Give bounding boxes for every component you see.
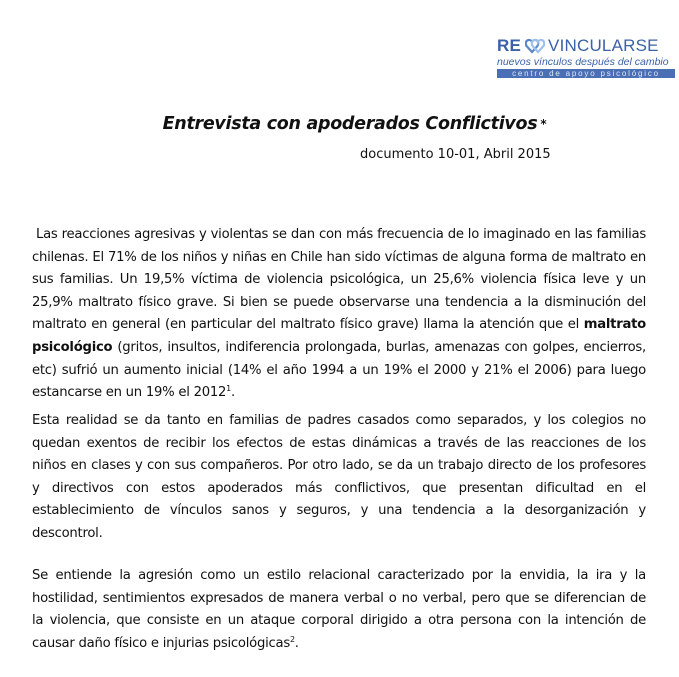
document-title [0, 114, 679, 134]
logo-name: VINCULARSE [548, 36, 659, 55]
paragraph-1-text: Las reacciones agresivas y violentas se dan con más frecuencia de lo imaginado en las familias chilenas. El 71% de los niños y niñas en Chile han sido víctimas de alguna forma de maltrato en sus familias. Un 19,5% víctima de violencia psicológica, un 25,6% violencia física leve y un 25,9% maltrato físico grave. Si bien se puede observarse una tendencia a la disminución del maltrato en general (en particular del maltrato físico grave) llama la atención que el [32, 227, 646, 333]
paragraph-1-end: . [230, 385, 235, 401]
title-text: Entrevista con apoderados Conflictivos [162, 114, 538, 134]
footnote-ref-1[interactable]: 1 [226, 384, 231, 394]
paragraph-3-end: . [294, 635, 299, 651]
interlocking-hearts-icon [525, 38, 545, 54]
paragraph-3-text: Se entiende la agresión como un estilo relacional caracterizado por la envidia, la ira y la hostilidad, sentimientos expresados de manera verbal o no verbal, pero que se diferencian de la violencia, que consiste en un ataque corporal dirigido a otra persona con la intención de causar daño físico e injurias psicológicas [32, 568, 646, 651]
logo-tagline: nuevos vínculos después del cambio [497, 56, 669, 68]
title-asterisk: * [540, 117, 547, 131]
paragraph-1-text-cont: (gritos, insultos, indiferencia prolongada, burlas, amenazas con golpes, encierros, etc) sufrió un aumento inicial (14% el año 1994 a un 19% el 2000 y 21% el 2006) para luego estancarse en un 19% el 2012 [32, 339, 646, 401]
logo-bar: centro de apoyo psicológico [497, 69, 675, 78]
revincularse-logo [497, 36, 675, 78]
paragraph-2: Esta realidad se da tanto en familias de padres casados como separados, y los colegios no quedan exentos de recibir los efectos de estas dinámicas a través de las reacciones de los niños en clases y con sus compañeros. Por otro lado, se da un trabajo directo de los profesores y directivos con estos apoderados más conflictivos, que presentan dificultad en el establecimiento de vínculos sanos y seguros, y una tendencia a la desorganización y descontrol. [32, 413, 646, 541]
logo-wordmark [497, 36, 675, 56]
paragraph-1 [32, 224, 646, 405]
paragraph-1-bold: maltrato psicológico [32, 317, 646, 355]
logo-re: RE [497, 36, 522, 55]
paragraph-3 [32, 565, 646, 655]
document-subtitle: documento 10-01, Abril 2015 [360, 147, 551, 162]
footnote-ref-2[interactable]: 2 [289, 634, 295, 644]
